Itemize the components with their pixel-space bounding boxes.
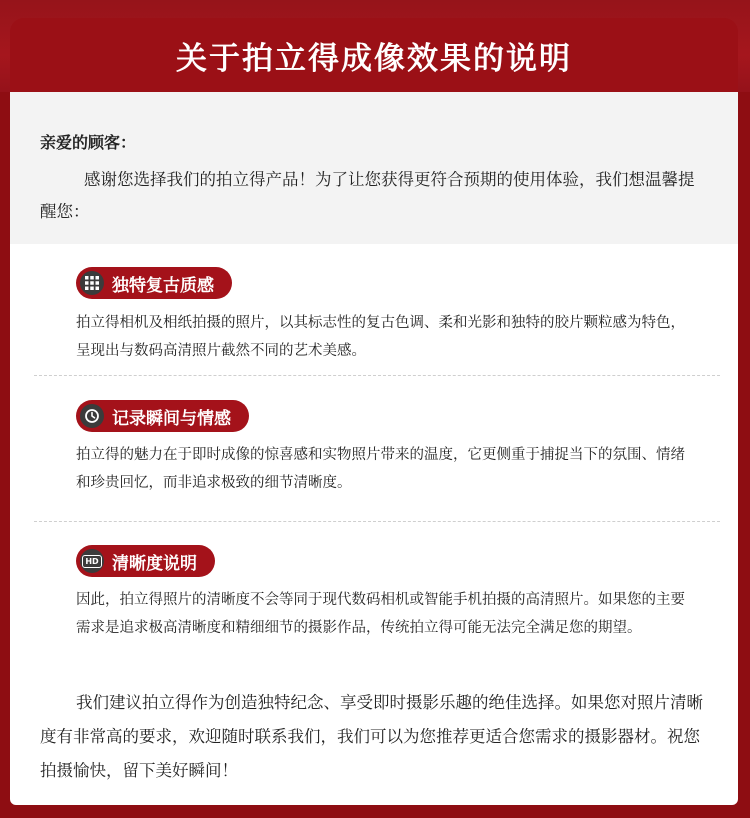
closing-text: 我们建议拍立得作为创造独特纪念、享受即时摄影乐趣的绝佳选择。如果您对照片清晰度有非常高的要求，欢迎随时联系我们，我们可以为您推荐更适合您需求的摄影器材。祝您拍摄愉快，留下美好瞬间！ bbox=[40, 693, 703, 780]
hd-icon-label: HD bbox=[82, 555, 101, 568]
page-title: 关于拍立得成像效果的说明 bbox=[10, 18, 738, 92]
section-body: 拍立得的魅力在于即时成像的惊喜感和实物照片带来的温度，它更侧重于捕捉当下的氛围、情绪和珍贵回忆，而非追求极致的细节清晰度。 bbox=[76, 447, 685, 491]
divider bbox=[34, 521, 720, 522]
section-heading-text: 清晰度说明 bbox=[112, 553, 197, 574]
divider bbox=[34, 375, 720, 376]
section-heading-moment bbox=[76, 400, 249, 432]
section-body: 因此，拍立得照片的清晰度不会等同于现代数码相机或智能手机拍摄的高清照片。如果您的主要需求是追求极高清晰度和精细细节的摄影作品，传统拍立得可能无法完全满足您的期望。 bbox=[76, 592, 685, 636]
intro-text: 感谢您选择我们的拍立得产品！为了让您获得更符合预期的使用体验，我们想温馨提醒您： bbox=[40, 170, 695, 221]
content-card bbox=[10, 92, 738, 805]
section-heading-text: 独特复古质感 bbox=[112, 275, 214, 296]
grid-icon bbox=[80, 271, 104, 295]
salutation: 亲爱的顾客： bbox=[40, 133, 137, 152]
clock-icon bbox=[80, 404, 104, 428]
section-body: 拍立得相机及相纸拍摄的照片，以其标志性的复古色调、柔和光影和独特的胶片颗粒感为特色，呈现出与数码高清照片截然不同的艺术美感。 bbox=[76, 315, 685, 359]
greeting-area bbox=[10, 92, 738, 244]
section-heading-text: 记录瞬间与情感 bbox=[112, 408, 231, 429]
hd-icon bbox=[80, 549, 104, 573]
section-heading-clarity bbox=[76, 545, 215, 577]
section-heading-retro bbox=[76, 267, 232, 299]
